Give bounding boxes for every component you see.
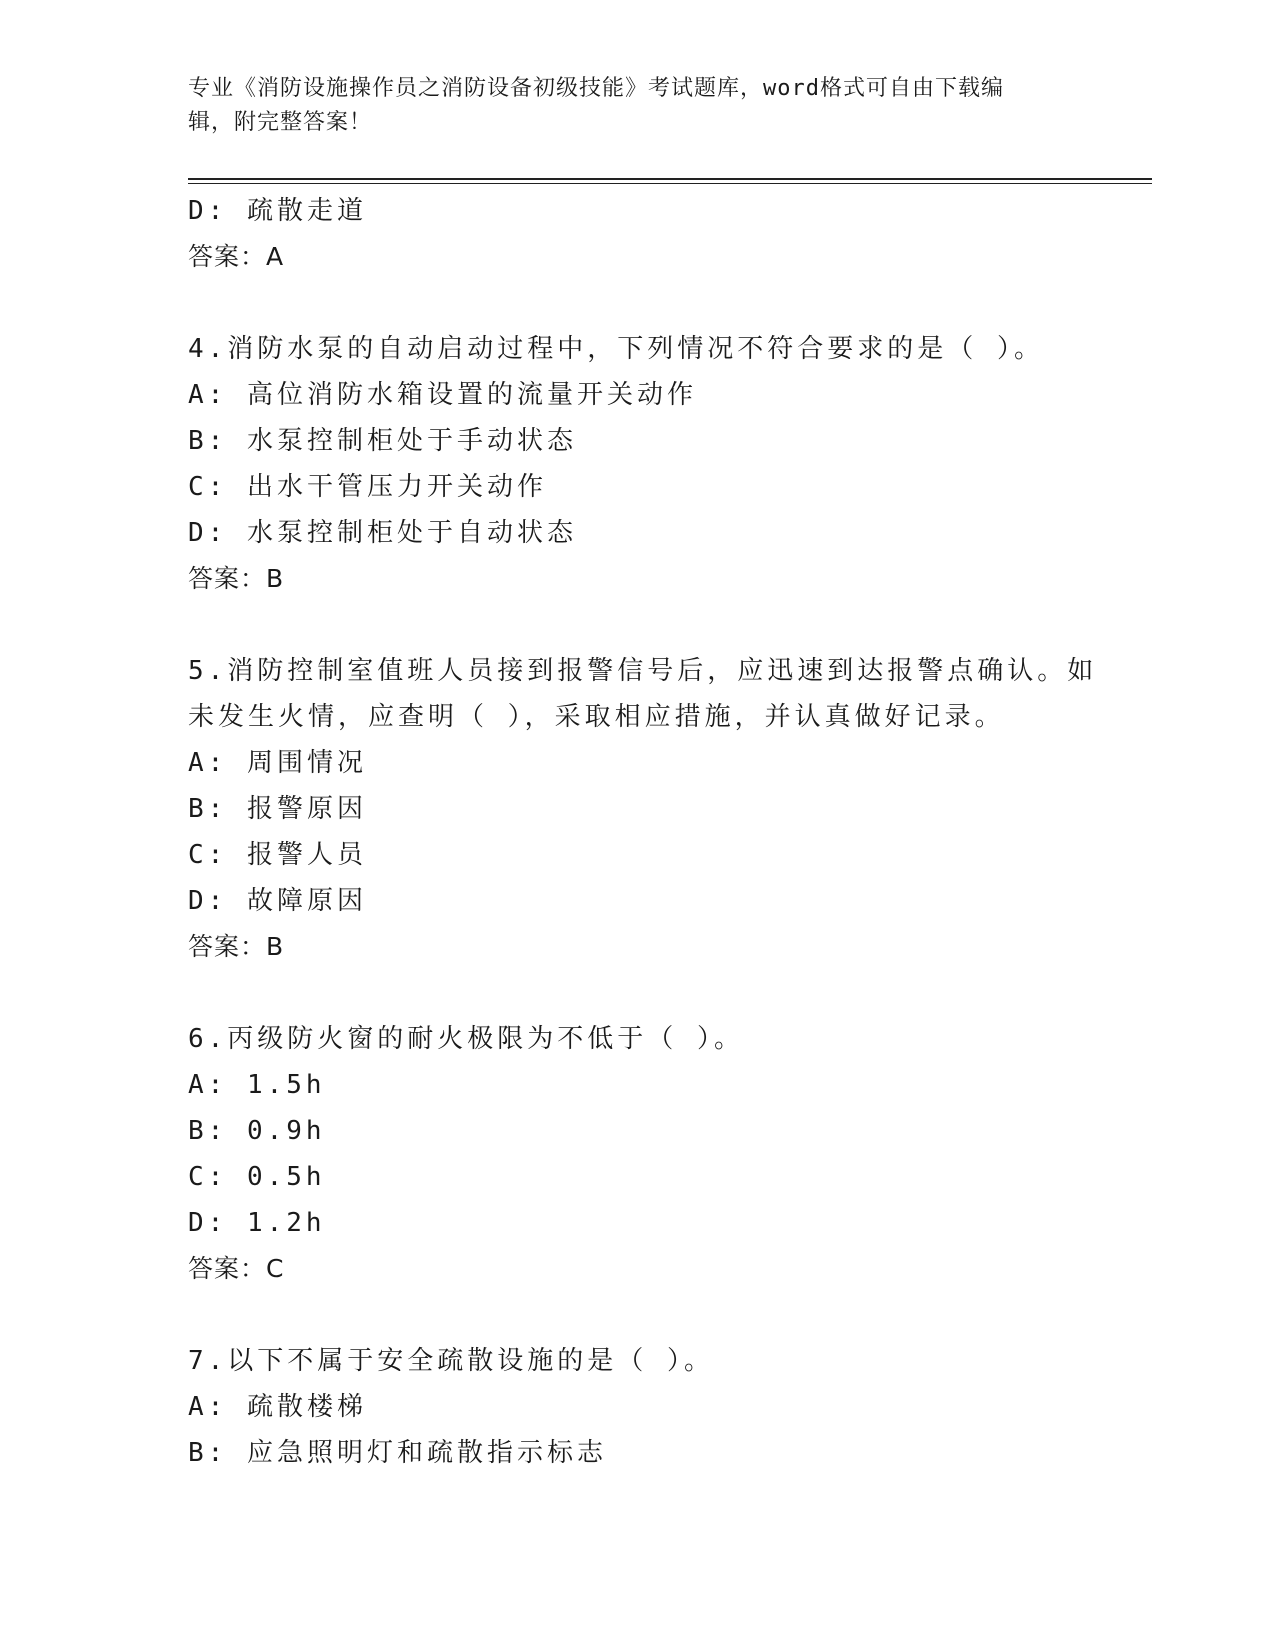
question-stem: 5.消防控制室值班人员接到报警信号后，应迅速到达报警点确认。如 — [188, 656, 1098, 686]
question-stem: 7.以下不属于安全疏散设施的是（ ）。 — [188, 1346, 714, 1376]
option-a: A: 高位消防水箱设置的流量开关动作 — [188, 380, 697, 410]
option-a: A: 疏散楼梯 — [188, 1392, 367, 1422]
header-line-1: 专业《消防设施操作员之消防设备初级技能》考试题库，word格式可自由下载编 — [188, 76, 1004, 101]
question-block — [188, 1338, 1088, 1476]
question-stem: 4.消防水泵的自动启动过程中，下列情况不符合要求的是（ ）。 — [188, 334, 1044, 364]
option-a: A: 1.5h — [188, 1070, 326, 1100]
option-a: A: 周围情况 — [188, 748, 367, 778]
question-block — [188, 648, 1098, 970]
option-d: D: 水泵控制柜处于自动状态 — [188, 518, 577, 548]
prev-answer: 答案：A — [188, 242, 285, 271]
question-block — [188, 1016, 1088, 1292]
header-rule-thick — [188, 178, 1152, 180]
spacer — [188, 970, 1088, 1016]
answer: 答案：C — [188, 1254, 285, 1283]
question-block — [188, 326, 1088, 602]
spacer — [188, 280, 1088, 326]
header-rule-thin — [188, 183, 1152, 184]
option-d: D: 故障原因 — [188, 886, 367, 916]
header-line-2: 辑，附完整答案！ — [188, 110, 373, 135]
question-stem: 6.丙级防火窗的耐火极限为不低于（ ）。 — [188, 1024, 744, 1054]
document-header — [188, 72, 1088, 140]
answer: 答案：B — [188, 932, 285, 961]
spacer — [188, 1292, 1088, 1338]
option-b: B: 0.9h — [188, 1116, 326, 1146]
spacer — [188, 602, 1088, 648]
option-d: D: 1.2h — [188, 1208, 326, 1238]
answer: 答案：B — [188, 564, 285, 593]
option-b: B: 报警原因 — [188, 794, 367, 824]
option-b: B: 应急照明灯和疏散指示标志 — [188, 1438, 607, 1468]
question-stem: 未发生火情，应查明（ ），采取相应措施，并认真做好记录。 — [188, 702, 1005, 732]
option-c: C: 0.5h — [188, 1162, 326, 1192]
option-b: B: 水泵控制柜处于手动状态 — [188, 426, 577, 456]
question-content — [188, 188, 1098, 1476]
option-c: C: 出水干管压力开关动作 — [188, 472, 547, 502]
prev-option-d: D: 疏散走道 — [188, 196, 367, 226]
option-c: C: 报警人员 — [188, 840, 367, 870]
